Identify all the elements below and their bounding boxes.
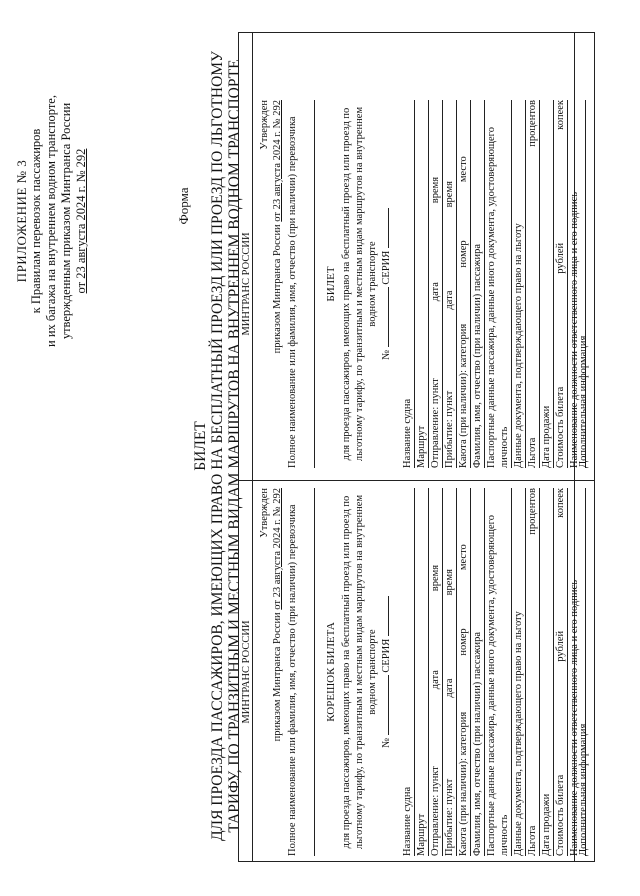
ticket-route-field: [415, 100, 429, 468]
column-divider: [238, 480, 594, 481]
coupon-cabin-seat-blank: [457, 488, 470, 542]
ticket-arrival-time-blank: [443, 100, 456, 179]
ticket-carrier-line: [299, 100, 315, 468]
ticket-price-label: Стоимость билета: [555, 386, 566, 468]
ticket-departure-time-label: время: [430, 176, 441, 204]
ticket-benefit-doc-field: [512, 100, 526, 468]
coupon-series-blank: [388, 596, 389, 636]
ticket-cabin-category-blank: [457, 270, 470, 324]
coupon-price-field: [554, 488, 568, 856]
ticket-panel: [240, 100, 586, 468]
ticket-passport-blank: [498, 100, 511, 427]
ticket-approved-order-date: от 23 августа 2024 г. № 292: [272, 100, 283, 222]
ticket-sale-date-label: Дата продажи: [541, 405, 552, 468]
ticket-approved: [258, 100, 284, 468]
ticket-arrival-time-label: время: [444, 181, 455, 208]
ticket-cabin-label: Каюта (при наличии): категория: [458, 323, 469, 468]
ticket-benefit-doc-label: Данные документа, подтверждающего право на льготу: [513, 223, 524, 468]
coupon-carrier-caption: Полное наименование или фамилия, имя, отчество (при наличии) перевозчика: [287, 504, 298, 856]
coupon-approved-order: [271, 488, 284, 856]
coupon-passport-label-2: личность: [499, 814, 510, 856]
coupon-rubles-label: рублей: [555, 630, 566, 662]
coupon-benefit-doc-field: [512, 488, 526, 856]
ticket-title: БИЛЕТ: [325, 266, 337, 302]
ticket-arrival-date-label: дата: [444, 290, 455, 310]
ticket-series-blank: [388, 208, 389, 248]
ticket-discount-field: [526, 100, 540, 468]
ticket-sale-date-blank: [540, 100, 553, 406]
coupon-arrival-point-blank: [443, 700, 456, 779]
coupon-arrival-date-blank: [443, 597, 456, 676]
coupon-sale-date-field: [540, 488, 554, 856]
coupon-approved-order-prefix: приказом Минтранса России: [272, 609, 283, 742]
ticket-cabin-number-label: номер: [458, 240, 469, 268]
ticket-price-field: [554, 100, 568, 468]
annex-line-3: утвержденным приказом Минтранса России: [59, 102, 73, 340]
ticket-number-label: №: [381, 349, 392, 360]
coupon-arrival-time-blank: [443, 488, 456, 567]
document-title-line-1: БИЛЕТ: [192, 421, 209, 471]
annex-line-1: к Правилам перевозок пассажиров: [29, 128, 43, 314]
document-title: [192, 16, 243, 876]
coupon-number-blank: [388, 675, 389, 735]
ticket-percent-label: процентов: [527, 100, 538, 147]
coupon-ship-name-field: [401, 488, 415, 856]
ticket-approved-order-prefix: приказом Минтранса России: [272, 221, 283, 354]
coupon-sale-date-label: Дата продажи: [541, 793, 552, 856]
ticket-ship-name-field: [401, 100, 415, 468]
coupon-passport-label-1: Паспортные данные пассажира, данные иного документа, удостоверяющего: [486, 515, 497, 856]
ticket-number-blank: [388, 287, 389, 347]
coupon-approved-order-date: от 23 августа 2024 г. № 292: [272, 488, 283, 610]
ticket-passport-field: [498, 100, 512, 468]
coupon-passport-blank: [498, 488, 511, 815]
coupon-departure-time-blank: [429, 488, 442, 563]
coupon-route-field: [415, 488, 429, 856]
coupon-departure-label: Отправление: пункт: [430, 766, 441, 856]
ticket-arrival-date-blank: [443, 209, 456, 288]
ticket-ship-name-blank: [401, 100, 414, 399]
coupon-departure-date-blank: [429, 593, 442, 668]
coupon-discount-field: [526, 488, 540, 856]
coupon-arrival-field: [443, 488, 457, 856]
coupon-passenger-label: Фамилия, имя, отчество (при наличии) пассажира: [472, 631, 483, 856]
ticket-discount-blank: [526, 147, 539, 438]
ticket-passport-label-1: Паспортные данные пассажира, данные иного документа, удостоверяющего: [486, 127, 497, 468]
coupon-kopecks-label: копеек: [555, 488, 566, 518]
coupon-passport-field: [498, 488, 512, 856]
coupon-price-label: Стоимость билета: [555, 774, 566, 856]
ticket-passenger-field: [471, 100, 485, 468]
coupon-cabin-field: [457, 488, 471, 856]
ticket-cabin-number-blank: [457, 184, 470, 238]
ticket-additional-info: Дополнительная информация: [578, 335, 589, 468]
ticket-departure-point-blank: [429, 303, 442, 378]
ticket-route-label: Маршрут: [416, 425, 427, 468]
ticket-approved-order: [271, 100, 284, 468]
ticket-carrier-caption: Полное наименование или фамилия, имя, отчество (при наличии) перевозчика: [287, 116, 298, 468]
coupon-cabin-seat-label: место: [458, 544, 469, 571]
annex-header: [14, 46, 89, 396]
coupon-carrier-line: [299, 488, 315, 856]
coupon-ticket-title: КОРЕШОК БИЛЕТА: [325, 622, 337, 722]
coupon-additional-info: Дополнительная информация: [578, 723, 589, 856]
form-label: Форма: [176, 187, 191, 225]
ticket-sale-date-field: [540, 100, 554, 468]
coupon-benefit-doc-blank: [512, 488, 525, 611]
ticket-arrival-point-blank: [443, 312, 456, 391]
coupon-approved: [258, 488, 284, 856]
coupon-approved-label: Утвержден: [259, 488, 270, 538]
ticket-price-kopecks-blank: [554, 130, 567, 241]
ticket-cabin-field: [457, 100, 471, 468]
coupon-cabin-number-blank: [457, 572, 470, 626]
coupon-benefit-doc-label: Данные документа, подтверждающего право на льготу: [513, 611, 524, 856]
annex-title: ПРИЛОЖЕНИЕ № 3: [14, 159, 29, 283]
ticket-kopecks-label: копеек: [555, 100, 566, 130]
coupon-route-label: Маршрут: [416, 813, 427, 856]
document-title-line-3: ТАРИФУ, ПО ТРАНЗИТНЫМ И МЕСТНЫМ ВИДАМ МАРШРУТОВ НА ВНУТРЕННЕМ ВОДНОМ ТРАНСПОРТЕ: [226, 59, 243, 833]
coupon-sale-date-blank: [540, 488, 553, 794]
ticket-passenger-label: Фамилия, имя, отчество (при наличии) пассажира: [472, 243, 483, 468]
coupon-cabin-number-label: номер: [458, 628, 469, 656]
coupon-arrival-time-label: время: [444, 569, 455, 596]
coupon-discount-label: Льгота: [527, 825, 538, 856]
coupon-passenger-blank: [471, 488, 484, 632]
coupon-price-kopecks-blank: [554, 518, 567, 629]
ticket-official-label: Наименование должности ответственного лица и его подпись: [569, 192, 580, 468]
ticket-discount-label: Льгота: [527, 437, 538, 468]
ticket-departure-date-label: дата: [430, 282, 441, 302]
ticket-benefit-doc-blank: [512, 100, 525, 223]
coupon-cabin-category-blank: [457, 658, 470, 712]
coupon-passenger-field: [471, 488, 485, 856]
coupon-cabin-label: Каюта (при наличии): категория: [458, 711, 469, 856]
coupon-ministry: МИНТРАНС РОССИИ: [241, 620, 252, 724]
annex-line-4: от 23 августа 2024 г. № 292: [74, 148, 88, 294]
ticket-approved-label: Утвержден: [259, 100, 270, 150]
coupon-ship-name-label: Название судна: [402, 786, 413, 856]
coupon-number-label: №: [381, 737, 392, 748]
ticket-price-rubles-blank: [554, 276, 567, 387]
coupon-arrival-date-label: дата: [444, 678, 455, 698]
ticket-arrival-label: Прибытие: пункт: [444, 390, 455, 468]
ticket-passenger-blank: [471, 100, 484, 244]
coupon-price-rubles-blank: [554, 664, 567, 775]
ticket-number-series: [380, 100, 393, 468]
coupon-departure-date-label: дата: [430, 670, 441, 690]
coupon-departure-time-label: время: [430, 564, 441, 592]
coupon-ship-name-blank: [401, 488, 414, 787]
annex-line-2: и их багажа на внутреннем водном транспорте,: [44, 95, 58, 347]
ticket-rubles-label: рублей: [555, 242, 566, 274]
ticket-ship-name-label: Название судна: [402, 398, 413, 468]
ticket-cabin-seat-blank: [457, 100, 470, 154]
ticket-departure-time-blank: [429, 100, 442, 175]
ticket-departure-date-blank: [429, 205, 442, 280]
ticket-cabin-seat-label: место: [458, 156, 469, 183]
ticket-passport-label-2: личность: [499, 426, 510, 468]
coupon-purpose: для проезда пассажиров, имеющих право на бесплатный проезд или проезд по льготному тарифу, по транзитным и местным видам маршрутов на внутреннем водном транспорте: [341, 494, 378, 850]
coupon-number-series: [380, 488, 393, 856]
coupon-departure-point-blank: [429, 691, 442, 766]
coupon-arrival-label: Прибытие: пункт: [444, 778, 455, 856]
coupon-official-label: Наименование должности ответственного лица и его подпись: [569, 580, 580, 856]
ticket-ministry: МИНТРАНС РОССИИ: [241, 232, 252, 336]
coupon-route-blank: [415, 488, 428, 814]
coupon-percent-label: процентов: [527, 488, 538, 535]
ticket-purpose: для проезда пассажиров, имеющих право на бесплатный проезд или проезд по льготному тарифу, по транзитным и местным видам маршрутов на внутреннем водном транспорте: [341, 106, 378, 462]
ticket-route-blank: [415, 100, 428, 426]
ticket-departure-field: [429, 100, 443, 468]
coupon-departure-field: [429, 488, 443, 856]
coupon-series-label: СЕРИЯ: [381, 638, 392, 673]
ticket-series-label: СЕРИЯ: [381, 250, 392, 285]
ticket-departure-label: Отправление: пункт: [430, 378, 441, 468]
coupon-panel: [240, 488, 586, 856]
ticket-arrival-field: [443, 100, 457, 468]
coupon-discount-blank: [526, 535, 539, 826]
document-title-line-2: ДЛЯ ПРОЕЗДА ПАССАЖИРОВ, ИМЕЮЩИХ ПРАВО НА БЕСПЛАТНЫЙ ПРОЕЗД ИЛИ ПРОЕЗД ПО ЛЬГОТНОМУ: [209, 50, 226, 842]
